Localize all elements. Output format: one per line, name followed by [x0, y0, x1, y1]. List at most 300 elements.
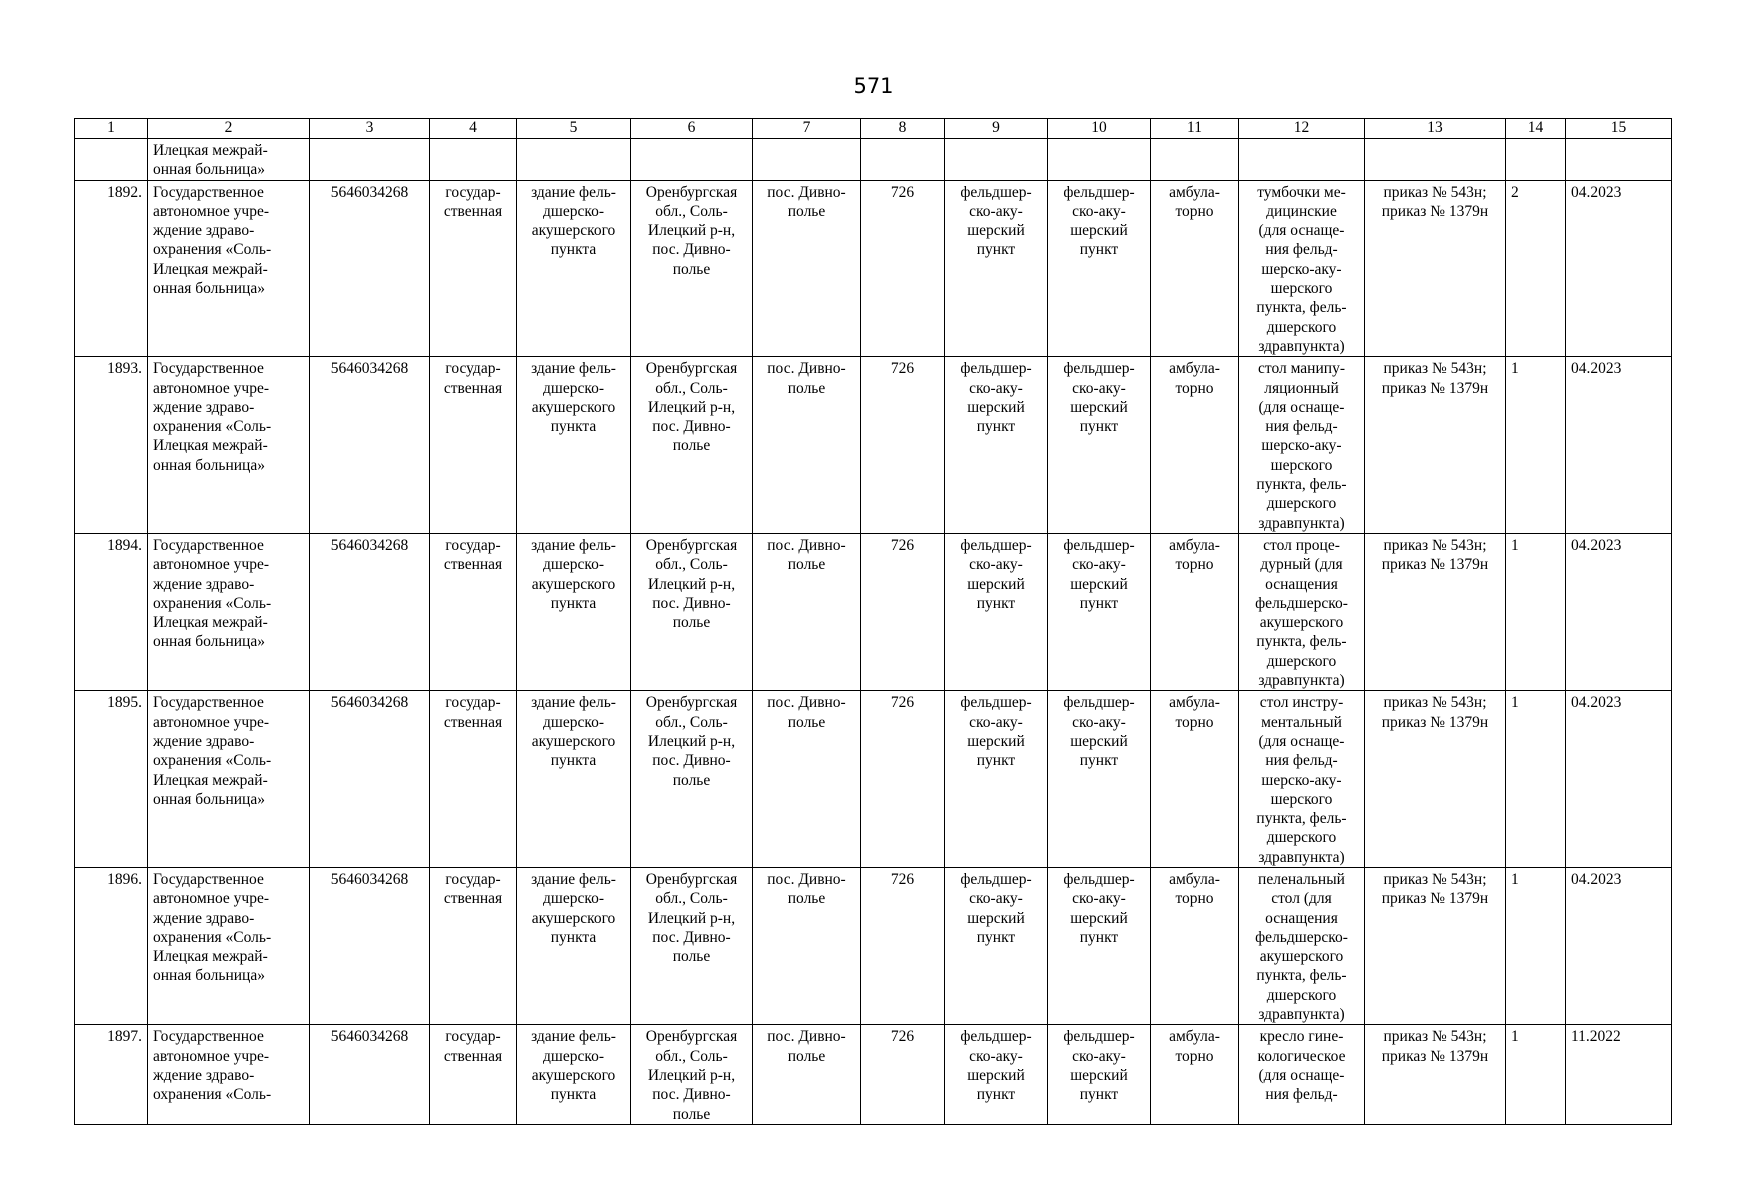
cell-line: пункта — [550, 418, 597, 436]
cell-line: обл., Соль- — [655, 1047, 728, 1065]
cell-line: охранения «Соль- — [153, 241, 272, 259]
cell-line: пункт — [1079, 1086, 1119, 1104]
quantity-cell: 1 — [1506, 691, 1566, 868]
cell-line: амбула- — [1169, 870, 1220, 888]
cell-line: ско-аку- — [969, 379, 1023, 397]
cell-line: полье — [672, 771, 711, 789]
cell-line: Оренбургская — [645, 1028, 738, 1046]
cell-line: ственная — [443, 556, 503, 574]
settlement-cell — [753, 691, 861, 868]
building-cell — [517, 533, 631, 690]
equipment-cell — [1239, 180, 1365, 357]
settlement-cell — [753, 1025, 861, 1124]
cell-line: здание фель- — [531, 1028, 616, 1046]
care-type-cell — [1151, 867, 1239, 1024]
inn-cell: 5646034268 — [310, 1025, 430, 1124]
cell-line: обл., Соль- — [655, 202, 728, 220]
address-cell — [631, 533, 753, 690]
cell-line: амбула- — [1169, 183, 1220, 201]
cell-line: фельдшер- — [1063, 694, 1135, 712]
cell-line: дшерского — [1266, 652, 1337, 670]
cell-line: фельдшер- — [1063, 870, 1135, 888]
cell-line: автономное учре- — [153, 890, 270, 908]
cell-line: полье — [787, 202, 826, 220]
cell-line: Илецкая межрай- — [153, 614, 268, 632]
cell-line: ско-аку- — [969, 1047, 1023, 1065]
cell-line: фельдшер- — [960, 360, 1032, 378]
column-number: 8 — [861, 119, 945, 139]
cell-line: онная больница» — [153, 161, 265, 179]
column-number: 14 — [1506, 119, 1566, 139]
code-cell: 726 — [861, 691, 945, 868]
cell-line: шерско-аку- — [1261, 260, 1342, 278]
cell-line: амбула- — [1169, 360, 1220, 378]
equipment-cell — [1239, 533, 1365, 690]
cell-line: пункта — [550, 752, 597, 770]
cell-line: полье — [787, 556, 826, 574]
cell-line: дшерско- — [543, 713, 604, 731]
org-name-cell — [148, 1025, 310, 1124]
cell-line: Илецкая межрай- — [153, 948, 268, 966]
cell-line: ляционный — [1264, 379, 1339, 397]
cell-line: фельдшер- — [960, 536, 1032, 554]
order-cell — [1365, 1025, 1506, 1124]
cell-line: стол проце- — [1263, 536, 1340, 554]
address-cell — [631, 867, 753, 1024]
cell-line: фельдшер- — [1063, 183, 1135, 201]
cell-line: Илецкая межрай- — [153, 260, 268, 278]
row-number: 1896. — [75, 867, 148, 1024]
address-cell — [631, 357, 753, 534]
cell-line: пункта, фель- — [1256, 633, 1347, 651]
unit-type-cell — [945, 357, 1048, 534]
cell-line: пос. Дивно- — [767, 536, 846, 554]
cell-line: здание фель- — [531, 870, 616, 888]
cell-line: шерский — [967, 398, 1025, 416]
cell-line: Оренбургская — [645, 870, 738, 888]
cell-line: пос. Дивно- — [652, 418, 731, 436]
cell-line: онная больница» — [153, 967, 265, 985]
cell-line: онная больница» — [153, 633, 265, 651]
row-number: 1895. — [75, 691, 148, 868]
cell-line: ния фельд- — [1265, 418, 1338, 436]
ownership-cell — [430, 1025, 517, 1124]
order-cell — [1365, 867, 1506, 1024]
row-number: 1892. — [75, 180, 148, 357]
cell-line: ственная — [443, 202, 503, 220]
cell-line: пункт — [1079, 928, 1119, 946]
column-number: 7 — [753, 119, 861, 139]
equipment-cell — [1239, 357, 1365, 534]
cell-line: здравпункта) — [1258, 337, 1345, 355]
cell-line: ско-аку- — [1072, 202, 1126, 220]
cell-line: полье — [787, 379, 826, 397]
cell-line: шерский — [1070, 909, 1128, 927]
cell-line: полье — [672, 948, 711, 966]
unit-name-cell — [1048, 533, 1151, 690]
cell-line: фельдшер- — [1063, 360, 1135, 378]
row-number: 1893. — [75, 357, 148, 534]
cell-line: шерский — [1070, 222, 1128, 240]
cell-line: пос. Дивно- — [652, 241, 731, 259]
cell-line: шерско-аку- — [1261, 771, 1342, 789]
settlement-cell — [753, 357, 861, 534]
cell-line: акушерского — [531, 575, 616, 593]
cell-line: приказ № 543н; — [1383, 360, 1487, 378]
unit-type-cell — [945, 867, 1048, 1024]
org-name-cell — [148, 867, 310, 1024]
unit-name-cell — [1048, 691, 1151, 868]
cell-line: пос. Дивно- — [652, 752, 731, 770]
cell-line: Государственное — [153, 1028, 264, 1046]
cell-line: полье — [787, 1047, 826, 1065]
code-cell: 726 — [861, 867, 945, 1024]
cell-line: Оренбургская — [645, 360, 738, 378]
cell-line: пункт — [976, 928, 1016, 946]
cell-line: шерский — [967, 575, 1025, 593]
order-cell — [1365, 180, 1506, 357]
cell-line: амбула- — [1169, 694, 1220, 712]
cell-line: Государственное — [153, 870, 264, 888]
quantity-cell: 1 — [1506, 867, 1566, 1024]
cell-line: ско-аку- — [969, 890, 1023, 908]
cell-line: шерский — [967, 909, 1025, 927]
cell-line: акушерского — [531, 1066, 616, 1084]
cell-line: ско-аку- — [969, 556, 1023, 574]
cell-line: Государственное — [153, 360, 264, 378]
cell-line: охранения «Соль- — [153, 594, 272, 612]
building-cell — [517, 180, 631, 357]
cell-line: фельдшер- — [960, 1028, 1032, 1046]
cell-line: государ- — [445, 360, 501, 378]
cell-line: шерско-аку- — [1261, 437, 1342, 455]
cell-line: обл., Соль- — [655, 890, 728, 908]
inn-cell: 5646034268 — [310, 691, 430, 868]
cell-line: дшерского — [1266, 495, 1337, 513]
cell-line: охранения «Соль- — [153, 1086, 272, 1104]
code-cell: 726 — [861, 357, 945, 534]
row-number: 1894. — [75, 533, 148, 690]
cell-line: ско-аку- — [1072, 890, 1126, 908]
cell-line: ственная — [443, 379, 503, 397]
cell-line: торно — [1175, 202, 1214, 220]
unit-name-cell — [1048, 357, 1151, 534]
inn-cell: 5646034268 — [310, 180, 430, 357]
unit-type-cell — [945, 691, 1048, 868]
cell-line: автономное учре- — [153, 713, 270, 731]
cell-line: дурный (для — [1260, 556, 1343, 574]
ownership-cell — [430, 867, 517, 1024]
cell-line: шерского — [1270, 280, 1333, 298]
cell-line: Оренбургская — [645, 183, 738, 201]
column-number: 6 — [631, 119, 753, 139]
unit-name-cell — [1048, 867, 1151, 1024]
date-cell: 04.2023 — [1566, 691, 1672, 868]
cell-line: Илецкая межрай- — [153, 142, 268, 159]
cell-line: полье — [787, 890, 826, 908]
cell-line: шерский — [967, 1066, 1025, 1084]
cell-line: приказ № 1379н — [1381, 1047, 1489, 1065]
cell-line: дшерского — [1266, 318, 1337, 336]
cell-line: ско-аку- — [1072, 1047, 1126, 1065]
cell-line: полье — [672, 437, 711, 455]
cell-line: пос. Дивно- — [767, 1028, 846, 1046]
unit-type-cell — [945, 1025, 1048, 1124]
cell-line: акушерского — [1259, 948, 1344, 966]
cell-line: фельдшер- — [1063, 1028, 1135, 1046]
cell-line: приказ № 543н; — [1383, 536, 1487, 554]
unit-name-cell — [1048, 1025, 1151, 1124]
ownership-cell — [430, 357, 517, 534]
cell-line: здравпункта) — [1258, 1006, 1345, 1024]
cell-line: оснащения — [1265, 575, 1338, 593]
cell-line: автономное учре- — [153, 379, 270, 397]
cell-line: ждение здраво- — [153, 222, 255, 240]
cell-line: Илецкая межрай- — [153, 437, 268, 455]
cell-line: полье — [787, 713, 826, 731]
cell-line: пункт — [976, 418, 1016, 436]
cell-line: фельдшер- — [960, 694, 1032, 712]
cell-line: стол (для — [1271, 890, 1332, 908]
cell-line: пункт — [1079, 418, 1119, 436]
cell-line: ско-аку- — [969, 713, 1023, 731]
inn-cell: 5646034268 — [310, 867, 430, 1024]
cell-line: пункта — [550, 928, 597, 946]
column-number: 13 — [1365, 119, 1506, 139]
cell-line: тумбочки ме- — [1257, 183, 1346, 201]
cell-line: ния фельд- — [1265, 1086, 1338, 1104]
cell-line: приказ № 1379н — [1381, 202, 1489, 220]
cell-line: акушерского — [1259, 614, 1344, 632]
cell-line: ния фельд- — [1265, 752, 1338, 770]
cell-line: Илецкий р-н, — [647, 398, 736, 416]
cell-line: приказ № 1379н — [1381, 379, 1489, 397]
cell-line: автономное учре- — [153, 1047, 270, 1065]
settlement-cell — [753, 180, 861, 357]
column-number: 12 — [1239, 119, 1365, 139]
order-cell — [1365, 691, 1506, 868]
inn-cell: 5646034268 — [310, 533, 430, 690]
cell-line: шерского — [1270, 456, 1333, 474]
unit-name-cell — [1048, 180, 1151, 357]
building-cell — [517, 867, 631, 1024]
cell-line: ждение здраво- — [153, 909, 255, 927]
cell-line: Государственное — [153, 694, 264, 712]
cell-line: онная больница» — [153, 456, 265, 474]
address-cell — [631, 180, 753, 357]
column-number: 1 — [75, 119, 148, 139]
cell-line: здание фель- — [531, 360, 616, 378]
cell-line: дшерского — [1266, 986, 1337, 1004]
cell-line: торно — [1175, 1047, 1214, 1065]
cell-line: ждение здраво- — [153, 732, 255, 750]
cell-line: ско-аку- — [1072, 379, 1126, 397]
cell-line: обл., Соль- — [655, 379, 728, 397]
cell-line: приказ № 543н; — [1383, 183, 1487, 201]
table-row — [75, 180, 1672, 357]
cell-line: государ- — [445, 694, 501, 712]
cell-line: пос. Дивно- — [767, 870, 846, 888]
cell-line: кологическое — [1257, 1047, 1346, 1065]
cell-line: ждение здраво- — [153, 1066, 255, 1084]
cell-line: ско-аку- — [1072, 556, 1126, 574]
cell-line: государ- — [445, 536, 501, 554]
column-number: 15 — [1566, 119, 1672, 139]
cell-line: онная больница» — [153, 280, 265, 298]
cell-line: торно — [1175, 379, 1214, 397]
table-row — [75, 867, 1672, 1024]
ownership-cell — [430, 180, 517, 357]
quantity-cell: 1 — [1506, 1025, 1566, 1124]
cell-line: ственная — [443, 1047, 503, 1065]
org-name-cell — [148, 691, 310, 868]
cell-line: (для оснаще- — [1258, 222, 1345, 240]
column-number: 9 — [945, 119, 1048, 139]
date-cell: 04.2023 — [1566, 357, 1672, 534]
cell-line: дшерско- — [543, 556, 604, 574]
cell-line: Государственное — [153, 536, 264, 554]
cell-line: пункта, фель- — [1256, 476, 1347, 494]
cell-line: акушерского — [531, 732, 616, 750]
cell-line: пункт — [1079, 752, 1119, 770]
cell-line: здание фель- — [531, 536, 616, 554]
building-cell — [517, 691, 631, 868]
address-cell — [631, 691, 753, 868]
care-type-cell — [1151, 691, 1239, 868]
cell-line: ско-аку- — [969, 202, 1023, 220]
cell-line: фельдшер- — [960, 183, 1032, 201]
cell-line: шерского — [1270, 790, 1333, 808]
inn-cell: 5646034268 — [310, 357, 430, 534]
cell-line: шерский — [1070, 1066, 1128, 1084]
cell-line: акушерского — [531, 222, 616, 240]
cell-line: полье — [672, 1105, 711, 1123]
cell-line: Оренбургская — [645, 536, 738, 554]
cell-line: Илецкий р-н, — [647, 575, 736, 593]
code-cell: 726 — [861, 180, 945, 357]
cell-line: дшерско- — [543, 1047, 604, 1065]
cell-line: акушерского — [531, 909, 616, 927]
cell-line: обл., Соль- — [655, 713, 728, 731]
care-type-cell — [1151, 357, 1239, 534]
table-row — [75, 533, 1672, 690]
quantity-cell: 1 — [1506, 357, 1566, 534]
cell-line: торно — [1175, 556, 1214, 574]
org-name-cell — [148, 357, 310, 534]
cell-line: пункт — [976, 752, 1016, 770]
cell-line: Илецкий р-н, — [647, 1066, 736, 1084]
cell-line: дшерского — [1266, 829, 1337, 847]
building-cell — [517, 1025, 631, 1124]
cell-line: онная больница» — [153, 790, 265, 808]
ownership-cell — [430, 533, 517, 690]
column-number: 11 — [1151, 119, 1239, 139]
column-number: 5 — [517, 119, 631, 139]
org-name-cell — [148, 533, 310, 690]
cell-line: торно — [1175, 890, 1214, 908]
cell-line: пункта — [550, 1086, 597, 1104]
date-cell: 04.2023 — [1566, 180, 1672, 357]
cell-line: приказ № 543н; — [1383, 1028, 1487, 1046]
cell-line: охранения «Соль- — [153, 752, 272, 770]
cell-line: фельдшер- — [960, 870, 1032, 888]
cell-line: пункта — [550, 594, 597, 612]
registry-table — [74, 118, 1672, 1125]
row-number: 1897. — [75, 1025, 148, 1124]
cell-line: пункта, фель- — [1256, 810, 1347, 828]
equipment-cell — [1239, 867, 1365, 1024]
cell-line: охранения «Соль- — [153, 418, 272, 436]
order-cell — [1365, 533, 1506, 690]
cell-line: пос. Дивно- — [652, 1086, 731, 1104]
cell-line: здравпункта) — [1258, 848, 1345, 866]
cell-line: полье — [672, 614, 711, 632]
column-numbers-row — [75, 119, 1672, 139]
unit-type-cell — [945, 180, 1048, 357]
cell-line: амбула- — [1169, 1028, 1220, 1046]
cell-line: пеленальный — [1258, 870, 1345, 888]
equipment-cell — [1239, 1025, 1365, 1124]
cell-line: ждение здраво- — [153, 398, 255, 416]
cell-line: фельдшер- — [1063, 536, 1135, 554]
cell-line: дицинские — [1266, 202, 1337, 220]
code-cell: 726 — [861, 1025, 945, 1124]
care-type-cell — [1151, 533, 1239, 690]
cell-line: (для оснаще- — [1258, 398, 1345, 416]
cell-line: фельдшерско- — [1255, 594, 1348, 612]
building-cell — [517, 357, 631, 534]
date-cell: 11.2022 — [1566, 1025, 1672, 1124]
column-number: 2 — [148, 119, 310, 139]
cell-line: Оренбургская — [645, 694, 738, 712]
equipment-cell — [1239, 691, 1365, 868]
cell-line: акушерского — [531, 398, 616, 416]
cell-line: ждение здраво- — [153, 575, 255, 593]
cell-line: стол манипу- — [1258, 360, 1345, 378]
cell-line: охранения «Соль- — [153, 928, 272, 946]
cell-line: пос. Дивно- — [767, 360, 846, 378]
address-cell — [631, 1025, 753, 1124]
cell-line: дшерско- — [543, 890, 604, 908]
table-row — [75, 1025, 1672, 1124]
cell-line: пос. Дивно- — [767, 183, 846, 201]
cell-line: приказ № 543н; — [1383, 870, 1487, 888]
quantity-cell: 2 — [1506, 180, 1566, 357]
cell-line: государ- — [445, 1028, 501, 1046]
cell-line: пункта, фель- — [1256, 299, 1347, 317]
cell-line: торно — [1175, 713, 1214, 731]
cell-line: шерский — [1070, 732, 1128, 750]
cell-line: пункт — [976, 594, 1016, 612]
cell-line: дшерско- — [543, 379, 604, 397]
cell-line: автономное учре- — [153, 556, 270, 574]
cell-line: здание фель- — [531, 694, 616, 712]
cell-line: ственная — [443, 890, 503, 908]
column-number: 3 — [310, 119, 430, 139]
cell-line: пункт — [1079, 594, 1119, 612]
cell-line: пункт — [976, 1086, 1016, 1104]
care-type-cell — [1151, 180, 1239, 357]
column-number: 10 — [1048, 119, 1151, 139]
unit-type-cell — [945, 533, 1048, 690]
cell-line: пос. Дивно- — [767, 694, 846, 712]
cell-line: государ- — [445, 183, 501, 201]
cell-line: Илецкий р-н, — [647, 909, 736, 927]
ownership-cell — [430, 691, 517, 868]
cell-line: государ- — [445, 870, 501, 888]
cell-line: пункт — [976, 241, 1016, 259]
cell-line: шерский — [1070, 398, 1128, 416]
